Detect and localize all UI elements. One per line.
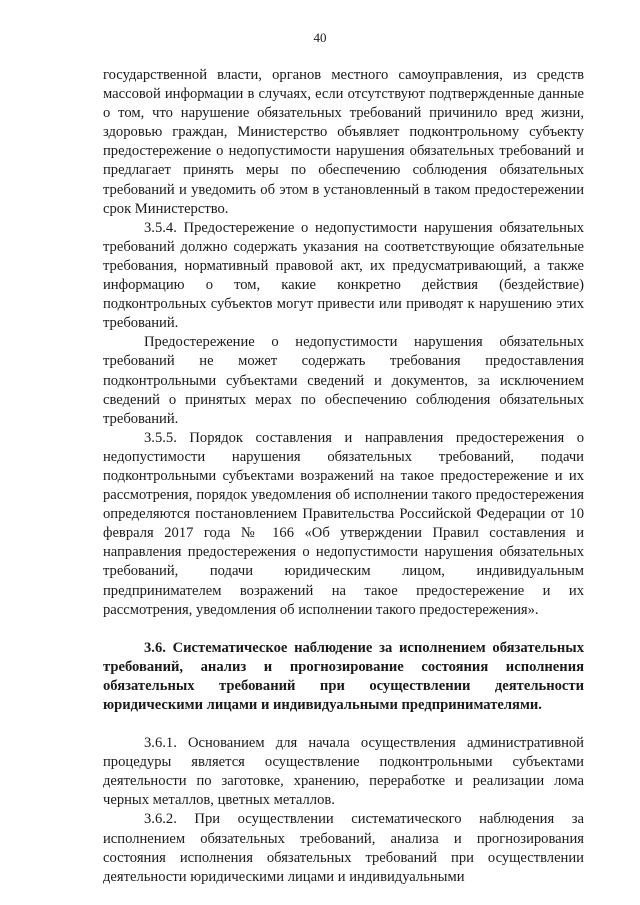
section-heading-3-6: 3.6. Систематическое наблюдение за исполнением обязательных требований, анализ и прогнозирование состояния исполнения обязательных требований при осуществлении деятельности юридическими лицами и индивидуальными предпринимателями. [103,639,584,713]
document-body [103,66,584,887]
paragraph-3-5-5: 3.5.5. Порядок составления и направления предостережения о недопустимости нарушения обязательных требований, подачи подконтрольными субъектами возражений на такое предостережение и их рассмотрения, порядок уведомления об исполнении такого предостережения определяются постановлением Правительства Российской Федерации от 10 февраля 2017 года № 166 «Об утверждении Правил составления и направления предостережения о недопустимости нарушения обязательных требований, подачи юридическим лицом, индивидуальным предпринимателем возражений на такое предостережение и их рассмотрения, уведомления об исполнении такого предостережения». [103,429,584,618]
page-number: 40 [313,30,327,45]
paragraph-3-5-4: 3.5.4. Предостережение о недопустимости нарушения обязательных требований должно содержать указания на соответствующие обязательные требования, нормативный правовой акт, их предусматривающий, а также информацию о том, какие конкретно действия (бездействие) подконтрольных субъектов могут привести или приводят к нарушению этих требований. [103,219,584,332]
paragraph-3-6-1: 3.6.1. Основанием для начала осуществления административной процедуры является осуществление подконтрольными субъектами деятельности по заготовке, хранению, переработке и реализации лома черных металлов, цветных металлов. [103,735,584,809]
paragraph-3-6-2: 3.6.2. При осуществлении систематического наблюдения за исполнением обязательных требований, анализа и прогнозирования состояния исполнения обязательных требований при осуществлении деятельности юридическими лицами и индивидуальными [103,811,584,885]
paragraph-continuation: государственной власти, органов местного самоуправления, из средств массовой информации в случаях, если отсутствуют подтвержденные данные о том, что нарушение обязательных требований причинило вред жизни, здоровью граждан, Министерство объявляет подконтрольному субъекту предостережение о недопустимости нарушения обязательных требований и предлагает принять меры по обеспечению соблюдения обязательных требований и уведомить об этом в установленный в таком предостережении срок Министерство. [103,67,584,217]
paragraph-warning-restriction: Предостережение о недопустимости нарушения обязательных требований не может содержать требования предоставления подконтрольными субъектами сведений и документов, за исключением сведений о принятых мерах по обеспечению соблюдения обязательных требований. [103,334,584,427]
